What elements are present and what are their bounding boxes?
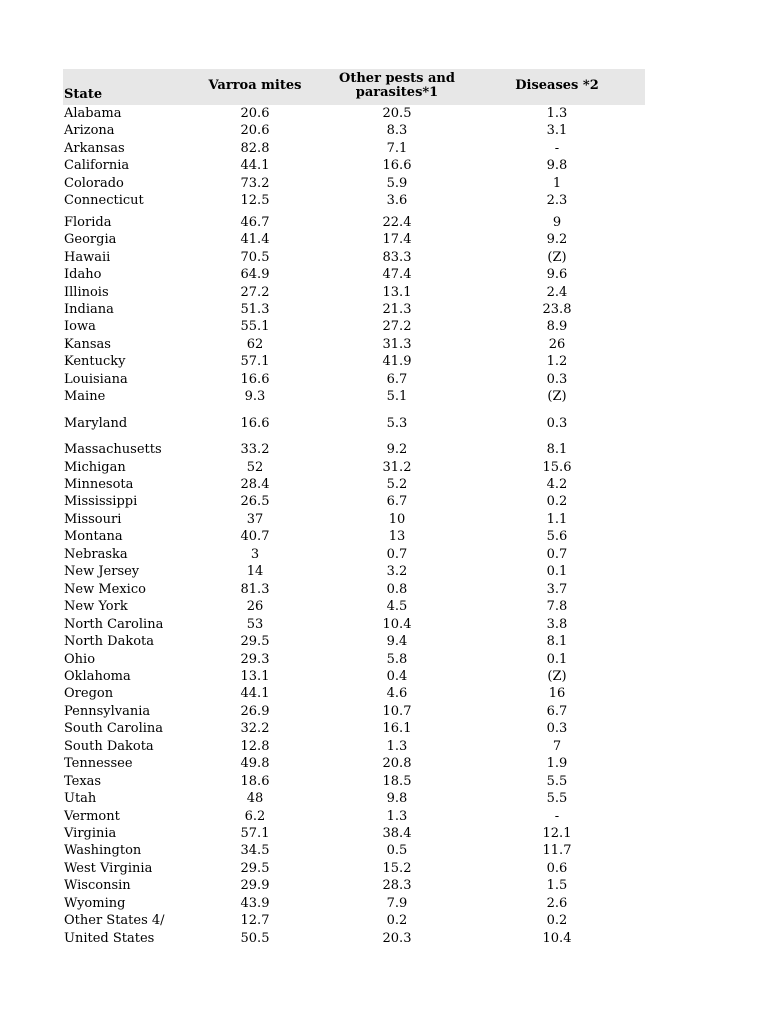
- cell-diseases: 6.7: [546, 703, 568, 719]
- cell-varroa-mites: 20.6: [240, 106, 270, 121]
- cell-diseases: 8.1: [546, 634, 568, 650]
- cell-other-pests: 28.3: [382, 878, 412, 894]
- cell-varroa-mites: 34.5: [240, 843, 270, 859]
- cell-other-pests: 10.4: [382, 616, 412, 632]
- cell-other-pests: 5.1: [386, 389, 408, 405]
- table-row: [0, 476, 768, 493]
- table-row: [0, 122, 768, 139]
- cell-varroa-mites: 20.6: [240, 123, 270, 139]
- cell-varroa-mites: 32.2: [240, 721, 270, 737]
- cell-other-pests: 16.1: [382, 721, 412, 737]
- cell-varroa-mites: 29.5: [240, 860, 270, 876]
- table-row: [0, 668, 768, 685]
- cell-varroa-mites: 49.8: [240, 756, 270, 772]
- cell-diseases: 15.6: [542, 459, 572, 475]
- cell-state: Ohio: [64, 651, 96, 667]
- cell-other-pests: 27.2: [382, 319, 412, 335]
- cell-state: New Mexico: [64, 581, 146, 597]
- cell-diseases: 1.3: [546, 106, 568, 121]
- table-row: [0, 877, 768, 894]
- table-row: [0, 157, 768, 174]
- cell-varroa-mites: 82.8: [240, 140, 270, 156]
- cell-other-pests: 41.9: [382, 354, 412, 370]
- cell-diseases: 1.2: [546, 354, 568, 370]
- table-row: [0, 842, 768, 859]
- cell-other-pests: 0.2: [386, 913, 408, 929]
- header-varroa-mites: Varroa mites: [208, 78, 302, 93]
- cell-state: Connecticut: [64, 193, 144, 209]
- cell-other-pests: 3.6: [386, 193, 408, 209]
- cell-varroa-mites: 26: [246, 599, 264, 615]
- cell-state: Texas: [64, 773, 102, 789]
- cell-state: Pennsylvania: [64, 703, 151, 719]
- table-row: [0, 140, 768, 157]
- cell-other-pests: 10: [388, 511, 406, 527]
- cell-state: Other States 4/: [64, 913, 165, 929]
- cell-diseases: 0.2: [546, 494, 568, 510]
- table-row: [0, 581, 768, 598]
- table-row: [0, 214, 768, 231]
- table-row: [0, 511, 768, 528]
- cell-diseases: 1.9: [546, 756, 568, 772]
- table-row: [0, 266, 768, 283]
- table-row: [0, 860, 768, 877]
- cell-state: South Dakota: [64, 738, 154, 754]
- cell-diseases: 9.2: [546, 232, 568, 248]
- table-header: [63, 69, 645, 105]
- cell-varroa-mites: 62: [246, 336, 264, 352]
- cell-diseases: (Z): [547, 389, 567, 405]
- cell-other-pests: 8.3: [386, 123, 408, 139]
- table-row: [0, 703, 768, 720]
- cell-varroa-mites: 29.3: [240, 651, 270, 667]
- cell-varroa-mites: 28.4: [240, 477, 270, 492]
- cell-state: New York: [64, 599, 128, 615]
- table-row: [0, 493, 768, 510]
- table-row: [0, 105, 768, 122]
- cell-state: Florida: [64, 214, 112, 230]
- table-row: [0, 546, 768, 563]
- table-row: [0, 415, 768, 432]
- cell-state: Minnesota: [64, 477, 134, 492]
- cell-varroa-mites: 52: [246, 459, 264, 475]
- cell-diseases: 3.7: [546, 581, 568, 597]
- cell-state: North Carolina: [64, 616, 164, 632]
- cell-state: Arizona: [64, 123, 115, 139]
- cell-varroa-mites: 26.9: [240, 703, 270, 719]
- cell-varroa-mites: 44.1: [240, 158, 270, 174]
- cell-other-pests: 18.5: [382, 773, 412, 789]
- cell-state: Oregon: [64, 686, 114, 702]
- cell-varroa-mites: 33.2: [240, 442, 270, 458]
- cell-state: Wyoming: [64, 895, 126, 911]
- cell-diseases: 16: [548, 686, 566, 702]
- cell-state: California: [64, 158, 130, 174]
- header-diseases: Diseases *2: [515, 78, 599, 93]
- cell-other-pests: 38.4: [382, 826, 412, 841]
- cell-varroa-mites: 57.1: [240, 354, 270, 370]
- cell-varroa-mites: 16.6: [240, 371, 270, 387]
- cell-other-pests: 20.5: [382, 106, 412, 121]
- table-row: [0, 930, 768, 947]
- cell-state: Washington: [64, 843, 142, 859]
- cell-other-pests: 0.8: [386, 581, 408, 597]
- cell-diseases: 23.8: [542, 301, 572, 317]
- cell-state: Maryland: [64, 415, 128, 431]
- table-row: [0, 353, 768, 370]
- cell-varroa-mites: 64.9: [240, 267, 270, 283]
- cell-other-pests: 15.2: [382, 860, 412, 876]
- table-row: [0, 301, 768, 318]
- cell-diseases: 0.3: [546, 371, 568, 387]
- cell-state: Montana: [64, 529, 123, 545]
- cell-state: Mississippi: [64, 494, 138, 510]
- cell-varroa-mites: 73.2: [240, 175, 270, 191]
- cell-state: Kentucky: [64, 354, 126, 370]
- cell-state: Michigan: [64, 459, 126, 475]
- cell-diseases: -: [554, 808, 560, 824]
- cell-diseases: 8.9: [546, 319, 568, 335]
- cell-other-pests: 4.6: [386, 686, 408, 702]
- cell-state: Kansas: [64, 336, 111, 352]
- cell-other-pests: 6.7: [386, 494, 408, 510]
- cell-other-pests: 47.4: [382, 267, 412, 283]
- cell-state: Nebraska: [64, 546, 128, 562]
- cell-state: New Jersey: [64, 564, 140, 580]
- cell-state: Massachusetts: [64, 442, 162, 458]
- cell-varroa-mites: 57.1: [240, 826, 270, 841]
- cell-varroa-mites: 55.1: [240, 319, 270, 335]
- cell-other-pests: 21.3: [382, 301, 412, 317]
- table-row: [0, 790, 768, 807]
- cell-diseases: 5.5: [546, 773, 568, 789]
- cell-other-pests: 5.9: [386, 175, 408, 191]
- cell-diseases: 0.6: [546, 860, 568, 876]
- cell-other-pests: 1.3: [386, 808, 408, 824]
- cell-state: Virginia: [64, 826, 117, 841]
- cell-other-pests: 9.8: [386, 791, 408, 807]
- cell-diseases: 5.5: [546, 791, 568, 807]
- cell-varroa-mites: 41.4: [240, 232, 270, 248]
- cell-other-pests: 5.2: [386, 477, 408, 492]
- table-row: [0, 895, 768, 912]
- cell-varroa-mites: 81.3: [240, 581, 270, 597]
- table-row: [0, 651, 768, 668]
- header-other-pests: [337, 72, 457, 100]
- cell-diseases: 2.6: [546, 895, 568, 911]
- cell-varroa-mites: 53: [246, 616, 264, 632]
- cell-diseases: 11.7: [542, 843, 572, 859]
- table-row: [0, 231, 768, 248]
- cell-diseases: 0.2: [546, 913, 568, 929]
- cell-other-pests: 9.2: [386, 442, 408, 458]
- cell-varroa-mites: 29.5: [240, 634, 270, 650]
- header-other-pests-line2: parasites*1: [355, 85, 439, 100]
- cell-other-pests: 31.3: [382, 336, 412, 352]
- cell-diseases: (Z): [547, 249, 567, 265]
- header-other-pests-line1: Other pests and: [339, 71, 455, 86]
- cell-state: Illinois: [64, 284, 109, 300]
- cell-varroa-mites: 13.1: [240, 668, 270, 684]
- table-row: [0, 738, 768, 755]
- cell-diseases: 5.6: [546, 529, 568, 545]
- cell-state: Tennessee: [64, 756, 133, 772]
- table-row: [0, 598, 768, 615]
- cell-diseases: 26: [548, 336, 566, 352]
- table-row: [0, 336, 768, 353]
- cell-diseases: 9.8: [546, 158, 568, 174]
- cell-diseases: 7: [552, 738, 562, 754]
- cell-state: Hawaii: [64, 249, 111, 265]
- cell-state: Vermont: [64, 808, 120, 824]
- cell-diseases: 4.2: [546, 477, 568, 492]
- cell-varroa-mites: 12.5: [240, 193, 270, 209]
- cell-state: Idaho: [64, 267, 102, 283]
- cell-diseases: 0.1: [546, 564, 568, 580]
- table-row: [0, 616, 768, 633]
- cell-other-pests: 13.1: [382, 284, 412, 300]
- cell-diseases: -: [554, 140, 560, 156]
- cell-varroa-mites: 27.2: [240, 284, 270, 300]
- table-row: [0, 720, 768, 737]
- cell-other-pests: 6.7: [386, 371, 408, 387]
- cell-varroa-mites: 26.5: [240, 494, 270, 510]
- cell-other-pests: 4.5: [386, 599, 408, 615]
- cell-diseases: 9: [552, 214, 562, 230]
- cell-varroa-mites: 43.9: [240, 895, 270, 911]
- cell-other-pests: 0.5: [386, 843, 408, 859]
- cell-varroa-mites: 40.7: [240, 529, 270, 545]
- cell-diseases: 1: [552, 175, 562, 191]
- table-row: [0, 912, 768, 929]
- cell-state: Maine: [64, 389, 106, 405]
- cell-other-pests: 20.3: [382, 930, 412, 946]
- cell-other-pests: 10.7: [382, 703, 412, 719]
- table-row: [0, 825, 768, 842]
- cell-state: Utah: [64, 791, 97, 807]
- cell-other-pests: 17.4: [382, 232, 412, 248]
- table-row: [0, 388, 768, 405]
- table-row: [0, 371, 768, 388]
- cell-other-pests: 7.1: [386, 140, 408, 156]
- cell-state: Alabama: [64, 106, 122, 121]
- table-row: [0, 808, 768, 825]
- cell-other-pests: 5.8: [386, 651, 408, 667]
- cell-diseases: 0.3: [546, 721, 568, 737]
- cell-varroa-mites: 12.7: [240, 913, 270, 929]
- cell-state: South Carolina: [64, 721, 164, 737]
- cell-state: Indiana: [64, 301, 114, 317]
- cell-diseases: 0.1: [546, 651, 568, 667]
- cell-state: Iowa: [64, 319, 96, 335]
- cell-state: United States: [64, 930, 155, 946]
- table-row: [0, 249, 768, 266]
- cell-diseases: 1.5: [546, 878, 568, 894]
- cell-other-pests: 16.6: [382, 158, 412, 174]
- cell-varroa-mites: 70.5: [240, 249, 270, 265]
- cell-varroa-mites: 50.5: [240, 930, 270, 946]
- cell-state: Oklahoma: [64, 668, 131, 684]
- table-row: [0, 284, 768, 301]
- cell-state: Wisconsin: [64, 878, 131, 894]
- cell-diseases: 2.4: [546, 284, 568, 300]
- cell-diseases: 8.1: [546, 442, 568, 458]
- cell-varroa-mites: 3: [250, 546, 260, 562]
- cell-other-pests: 20.8: [382, 756, 412, 772]
- cell-other-pests: 83.3: [382, 249, 412, 265]
- table-row: [0, 441, 768, 458]
- cell-varroa-mites: 9.3: [244, 389, 266, 405]
- cell-other-pests: 1.3: [386, 738, 408, 754]
- table-row: [0, 755, 768, 772]
- cell-varroa-mites: 14: [246, 564, 264, 580]
- table-row: [0, 175, 768, 192]
- cell-varroa-mites: 18.6: [240, 773, 270, 789]
- cell-other-pests: 9.4: [386, 634, 408, 650]
- cell-other-pests: 13: [388, 529, 406, 545]
- cell-varroa-mites: 37: [246, 511, 264, 527]
- table-row: [0, 563, 768, 580]
- cell-other-pests: 5.3: [386, 415, 408, 431]
- cell-varroa-mites: 44.1: [240, 686, 270, 702]
- cell-varroa-mites: 51.3: [240, 301, 270, 317]
- cell-varroa-mites: 29.9: [240, 878, 270, 894]
- cell-varroa-mites: 6.2: [244, 808, 266, 824]
- table-row: [0, 192, 768, 209]
- cell-varroa-mites: 12.8: [240, 738, 270, 754]
- cell-state: Colorado: [64, 175, 124, 191]
- cell-other-pests: 22.4: [382, 214, 412, 230]
- cell-varroa-mites: 46.7: [240, 214, 270, 230]
- table-row: [0, 685, 768, 702]
- table-row: [0, 528, 768, 545]
- cell-state: Missouri: [64, 511, 122, 527]
- table-row: [0, 459, 768, 476]
- cell-state: Arkansas: [64, 140, 125, 156]
- cell-diseases: 10.4: [542, 930, 572, 946]
- table-row: [0, 633, 768, 650]
- cell-state: West Virginia: [64, 860, 153, 876]
- cell-other-pests: 31.2: [382, 459, 412, 475]
- cell-diseases: 2.3: [546, 193, 568, 209]
- cell-diseases: 3.8: [546, 616, 568, 632]
- cell-diseases: 3.1: [546, 123, 568, 139]
- cell-state: Louisiana: [64, 371, 128, 387]
- cell-diseases: 7.8: [546, 599, 568, 615]
- cell-state: Georgia: [64, 232, 117, 248]
- cell-other-pests: 7.9: [386, 895, 408, 911]
- cell-state: North Dakota: [64, 634, 154, 650]
- cell-other-pests: 3.2: [386, 564, 408, 580]
- cell-varroa-mites: 48: [246, 791, 264, 807]
- table-row: [0, 773, 768, 790]
- table-row: [0, 318, 768, 335]
- cell-diseases: (Z): [547, 668, 567, 684]
- cell-diseases: 9.6: [546, 267, 568, 283]
- cell-diseases: 12.1: [542, 826, 572, 841]
- cell-diseases: 0.3: [546, 415, 568, 431]
- cell-other-pests: 0.7: [386, 546, 408, 562]
- cell-diseases: 0.7: [546, 546, 568, 562]
- cell-diseases: 1.1: [546, 511, 568, 527]
- header-state: State: [64, 87, 103, 102]
- cell-varroa-mites: 16.6: [240, 415, 270, 431]
- cell-other-pests: 0.4: [386, 668, 408, 684]
